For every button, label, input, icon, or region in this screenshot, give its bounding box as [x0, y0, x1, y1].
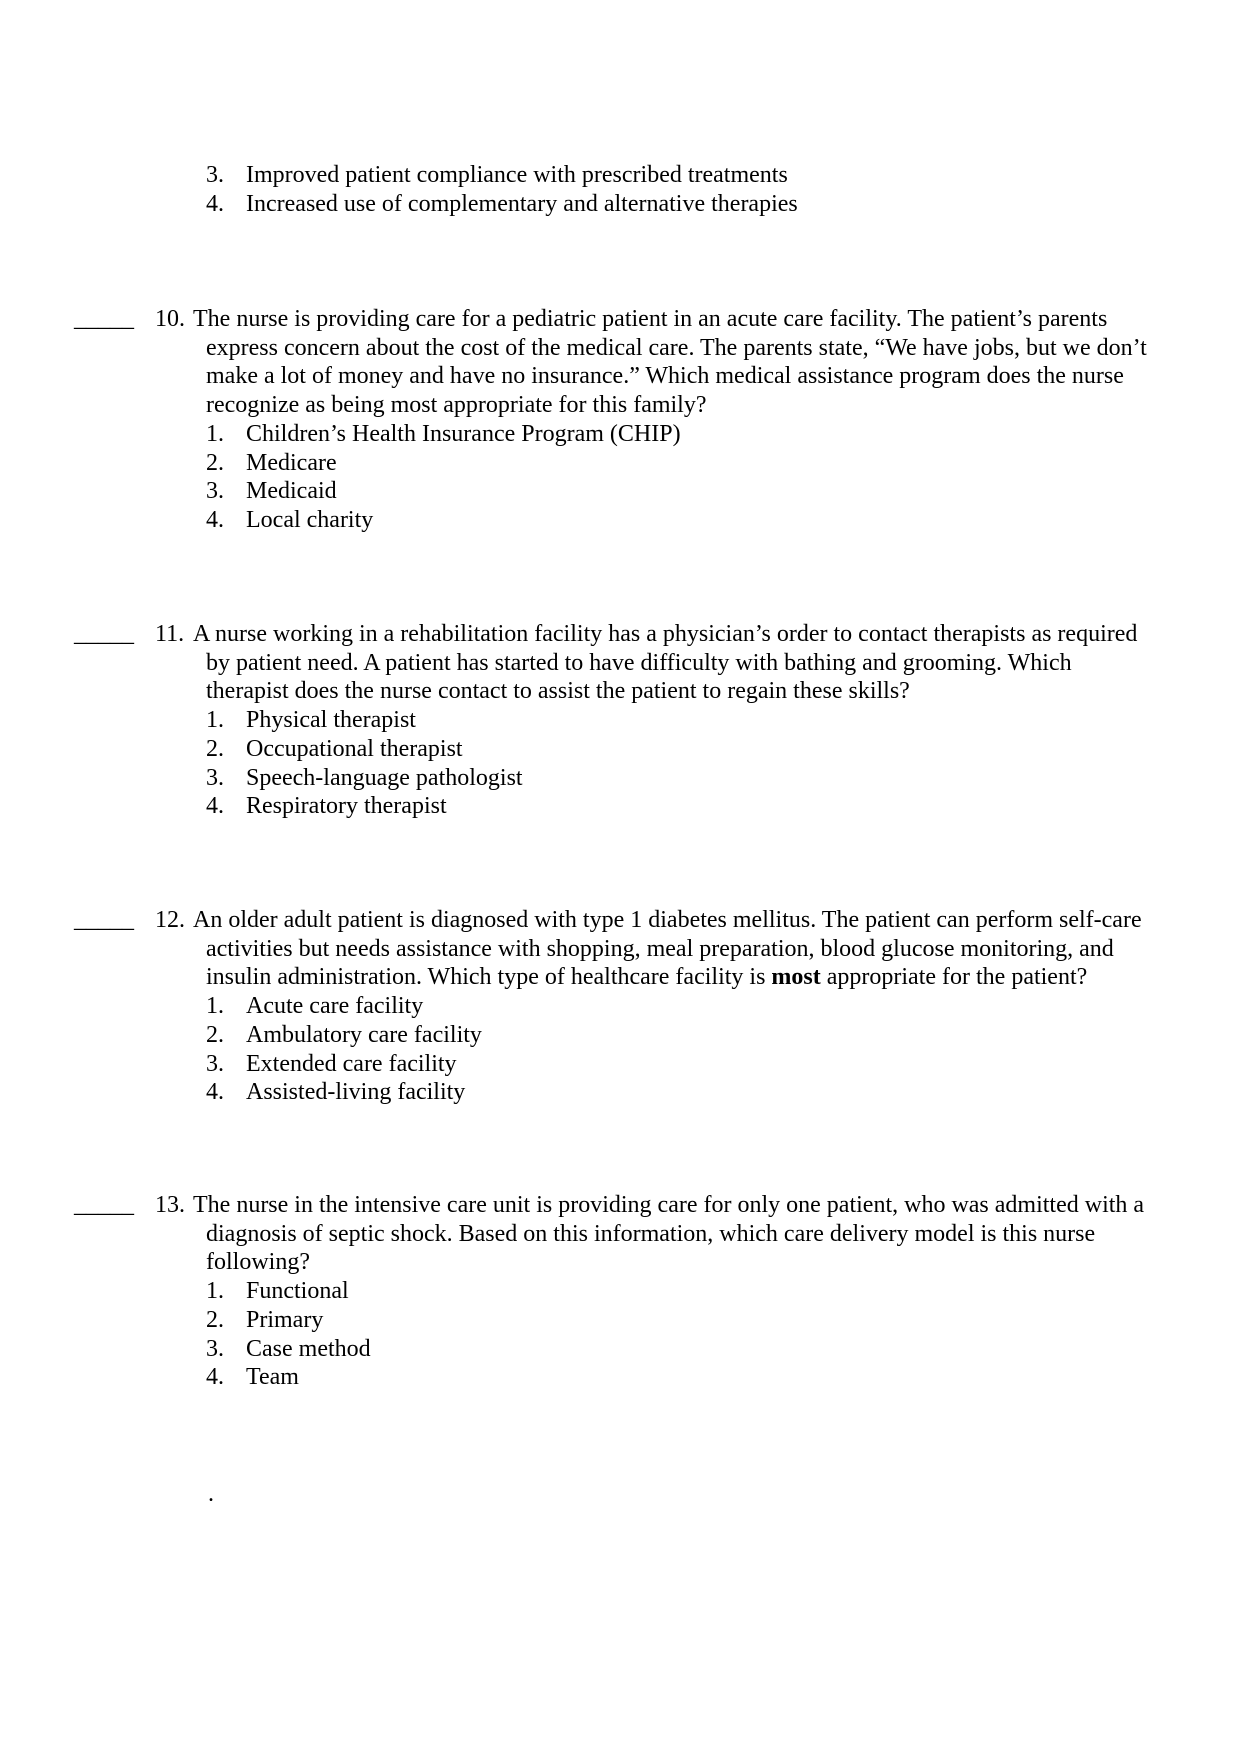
- option-text: Speech-language pathologist: [246, 764, 523, 791]
- option-number: 3.: [206, 1335, 224, 1362]
- option-number: 1.: [206, 993, 224, 1020]
- option-text: Medicaid: [246, 478, 337, 505]
- option-number: 1.: [206, 420, 224, 447]
- option-number: 2.: [206, 1306, 224, 1333]
- option-text: Increased use of complementary and alternative therapies: [246, 190, 798, 217]
- stem-text: insulin administration. Which type of healthcare facility is: [206, 964, 772, 991]
- option-number: 4.: [206, 506, 224, 533]
- question-stem-line: The nurse in the intensive care unit is providing care for only one patient, who was admitted with a: [193, 1192, 1145, 1218]
- option-item: [206, 735, 1206, 764]
- option-text: Assisted-living facility: [246, 1079, 466, 1106]
- answer-blank: _____: [74, 621, 134, 647]
- question-stem-line: diagnosis of septic shock. Based on this information, which care delivery model is this nurse: [206, 1220, 1096, 1247]
- option-item: [206, 1363, 1206, 1392]
- option-item: [206, 477, 1206, 506]
- option-text: Physical therapist: [246, 707, 416, 734]
- option-item: [206, 792, 1206, 821]
- option-item: [206, 1078, 1206, 1107]
- option-text: Extended care facility: [246, 1050, 457, 1077]
- question-stem-line: [206, 963, 1206, 992]
- question-number: 12.: [155, 907, 185, 933]
- option-text: Occupational therapist: [246, 735, 463, 762]
- option-item: [206, 1050, 1206, 1079]
- option-text: Team: [246, 1364, 299, 1391]
- option-number: 4.: [206, 793, 224, 820]
- question-stem-line: make a lot of money and have no insurance.” Which medical assistance program does the nurse: [206, 363, 1124, 390]
- option-text: Medicare: [246, 449, 337, 476]
- option-number: 4.: [206, 1079, 224, 1106]
- option-number: 3.: [206, 162, 224, 188]
- option-number: 1.: [206, 1278, 224, 1305]
- option-text: Respiratory therapist: [246, 793, 447, 820]
- option-text: Case method: [246, 1335, 371, 1362]
- option-item: [206, 449, 1206, 478]
- option-number: 4.: [206, 190, 224, 217]
- option-text: Ambulatory care facility: [246, 1021, 482, 1048]
- option-number: 3.: [206, 478, 224, 505]
- option-text: Children’s Health Insurance Program (CHIP): [246, 420, 681, 447]
- option-number: 3.: [206, 1050, 224, 1077]
- option-number: 1.: [206, 707, 224, 734]
- question-stem-line: by patient need. A patient has started to have difficulty with bathing and grooming. Which: [206, 649, 1072, 676]
- question-stem-line: therapist does the nurse contact to assist the patient to regain these skills?: [206, 678, 910, 705]
- question-stem-line: The nurse is providing care for a pediatric patient in an acute care facility. The patient’s parents: [193, 306, 1108, 332]
- trailing-mark: .: [208, 1481, 214, 1507]
- option-number: 4.: [206, 1364, 224, 1391]
- question-number: 13.: [155, 1192, 185, 1218]
- option-item: [206, 420, 1206, 449]
- question-number: 10.: [155, 306, 185, 332]
- option-item: [206, 1306, 1206, 1335]
- option-text: Improved patient compliance with prescribed treatments: [246, 162, 788, 188]
- option-number: 2.: [206, 735, 224, 762]
- question-stem-line: express concern about the cost of the medical care. The parents state, “We have jobs, but we don’t: [206, 334, 1147, 361]
- option-text: Primary: [246, 1306, 324, 1333]
- question-stem-line: following?: [206, 1249, 310, 1276]
- question-number: 11.: [155, 621, 185, 647]
- option-item: [206, 506, 1206, 535]
- question-stem-line: activities but needs assistance with shopping, meal preparation, blood glucose monitoring, and: [206, 935, 1114, 962]
- stem-text: appropriate for the patient?: [820, 964, 1088, 991]
- option-text: Functional: [246, 1278, 349, 1305]
- option-number: 2.: [206, 1021, 224, 1048]
- stem-emphasis: most: [771, 964, 821, 991]
- option-item: [206, 764, 1206, 793]
- option-number: 3.: [206, 764, 224, 791]
- option-text: Local charity: [246, 506, 374, 533]
- option-item: [206, 992, 1206, 1021]
- option-item: [206, 190, 1206, 219]
- question-stem-line: A nurse working in a rehabilitation facility has a physician’s order to contact therapists as required: [193, 621, 1138, 647]
- question-stem-line: recognize as being most appropriate for this family?: [206, 392, 707, 419]
- answer-blank: _____: [74, 907, 134, 933]
- option-item: [206, 1021, 1206, 1050]
- option-text: Acute care facility: [246, 993, 424, 1020]
- option-item: [206, 161, 1206, 190]
- option-item: [206, 1335, 1206, 1364]
- option-item: [206, 1277, 1206, 1306]
- answer-blank: _____: [74, 306, 134, 332]
- question-stem-line: An older adult patient is diagnosed with type 1 diabetes mellitus. The patient can perform self-care: [193, 907, 1142, 933]
- answer-blank: _____: [74, 1192, 134, 1218]
- option-item: [206, 706, 1206, 735]
- option-number: 2.: [206, 449, 224, 476]
